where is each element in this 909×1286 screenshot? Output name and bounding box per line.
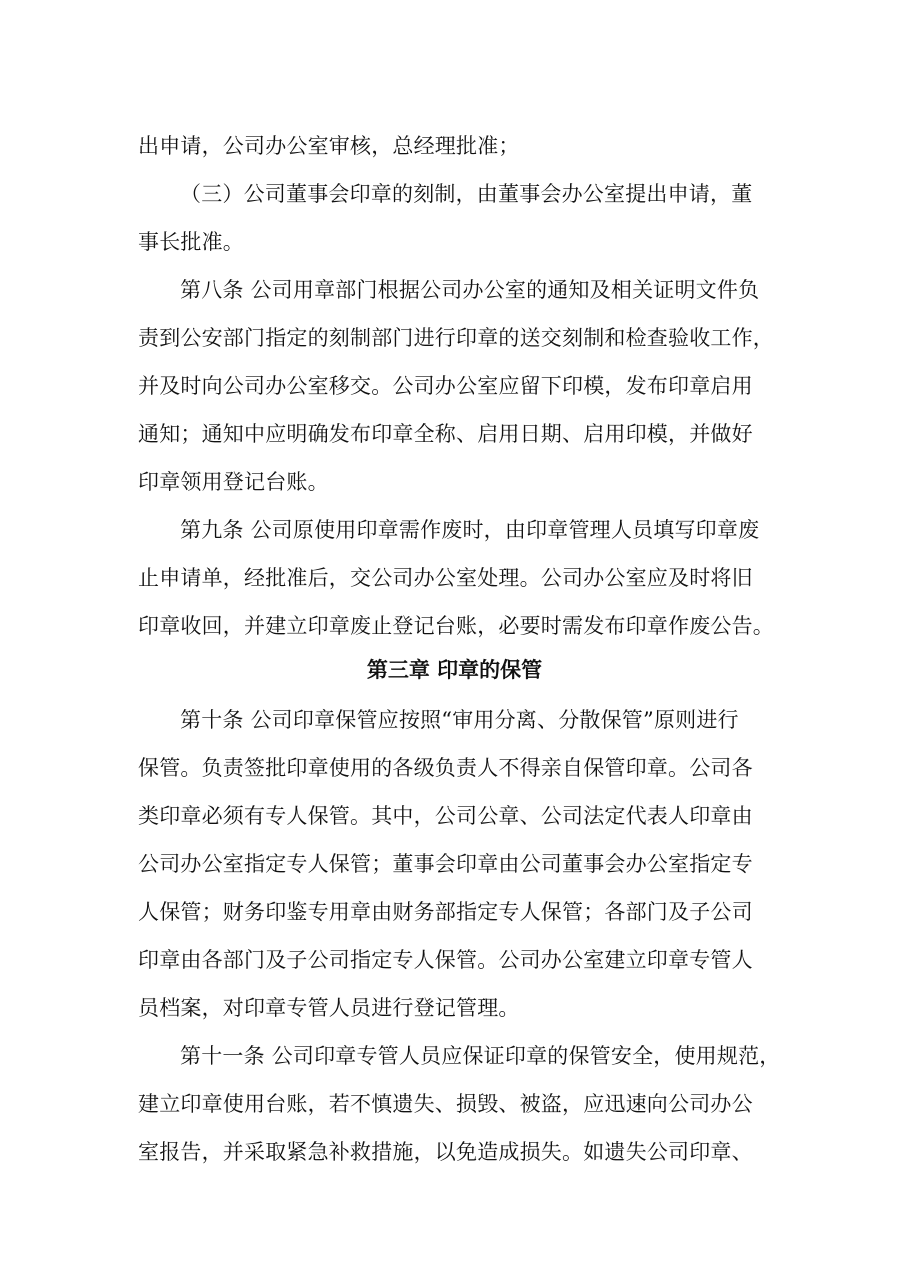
article-9-line: 第九条 公司原使用印章需作废时，由印章管理人员填写印章废: [180, 518, 760, 542]
text-line: （三）公司董事会印章的刻制，由董事会办公室提出申请，董: [180, 182, 753, 206]
text-line: 出申请，公司办公室审核，总经理批准；: [138, 134, 520, 158]
text-line: 室报告，并采取紧急补救措施，以免造成损失。如遗失公司印章、: [138, 1140, 753, 1164]
text-line: 公司办公室指定专人保管；董事会印章由公司董事会办公室指定专: [138, 852, 753, 876]
text-line: 印章收回，并建立印章废止登记台账，必要时需发布印章作废公告。: [138, 614, 774, 638]
text-line: 通知；通知中应明确发布印章全称、启用日期、启用印模，并做好: [138, 422, 753, 446]
text-line: 建立印章使用台账，若不慎遗失、损毁、被盗，应迅速向公司办公: [138, 1092, 753, 1116]
text-line: 保管。负责签批印章使用的各级负责人不得亲自保管印章。公司各: [138, 756, 753, 780]
text-line: 印章领用登记台账。: [138, 470, 329, 494]
text-line: 印章由各部门及子公司指定专人保管。公司办公室建立印章专管人: [138, 948, 753, 972]
text-line: 人保管；财务印鉴专用章由财务部指定专人保管；各部门及子公司: [138, 900, 753, 924]
chapter-heading: 第三章 印章的保管: [366, 658, 543, 682]
text-line: 事长批准。: [138, 230, 244, 254]
text-line: 员档案，对印章专管人员进行登记管理。: [138, 996, 520, 1020]
article-11-line: 第十一条 公司印章专管人员应保证印章的保管安全，使用规范，: [180, 1044, 781, 1068]
text-line: 并及时向公司办公室移交。公司办公室应留下印模，发布印章启用: [138, 374, 753, 398]
article-8-line: 第八条 公司用章部门根据公司办公室的通知及相关证明文件负: [180, 278, 760, 302]
article-10-line: 第十条 公司印章保管应按照“审用分离、分散保管”原则进行: [180, 708, 739, 732]
text-line: 责到公安部门指定的刻制部门进行印章的送交刻制和检查验收工作，: [138, 326, 774, 350]
text-line: 止申请单，经批准后，交公司办公室处理。公司办公室应及时将旧: [138, 566, 753, 590]
text-line: 类印章必须有专人保管。其中，公司公章、公司法定代表人印章由: [138, 804, 753, 828]
